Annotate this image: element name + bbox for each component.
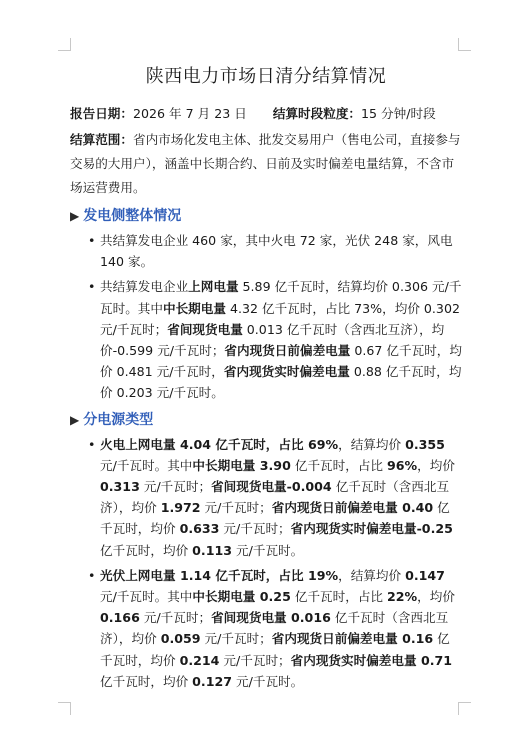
list-item-thermal: • 火电上网电量 4.04 亿千瓦时，占比 69%，结算均价 0.355 元/千瓦时。其中中长期电量 3.90 亿千瓦时，占比 96%，均价 0.313 元/千瓦时；省间现货电量-0.004 亿千瓦时（含西北互济），均价 1.972 元/千瓦时；省内现货日前偏差电量 0.40 亿千瓦时，均价 0.633 元/千瓦时；省内现货实时偏差电量-0.25 亿千瓦时，均价 0.113 元/千瓦时。: [88, 434, 462, 561]
document-title: 陕西电力市场日清分结算情况: [145, 66, 387, 87]
list-item: • 共结算发电企业上网电量 5.89 亿千瓦时，结算均价 0.306 元/千瓦时。其中中长期电量 4.32 亿千瓦时，占比 73%，均价 0.302 元/千瓦时；省间现货电量 0.013 亿千瓦时（含西北互济），均价-0.599 元/千瓦时；省内现货日前偏差电量 0.67 亿千瓦时，均价 0.481 元/千瓦时，省内现货实时偏差电量 0.88 亿千瓦时，均价 0.203 元/千瓦时。: [88, 276, 462, 403]
scope-label: 结算范围：: [70, 132, 133, 147]
list-item-solar: • 光伏上网电量 1.14 亿千瓦时，占比 19%，结算均价 0.147 元/千瓦时。其中中长期电量 0.25 亿千瓦时，占比 22%，均价 0.166 元/千瓦时；省间现货电量 0.016 亿千瓦时（含西北互济），均价 0.059 元/千瓦时；省内现货日前偏差电量 0.16 亿千瓦时，均价 0.214 元/千瓦时；省内现货实时偏差电量 0.71 亿千瓦时，均价 0.127 元/千瓦时。: [88, 565, 462, 692]
overall-list: [70, 230, 462, 404]
page-corner-mark: [58, 702, 71, 715]
triangle-bullet-icon: ▶: [70, 412, 80, 427]
section-heading-overall: ▶ 发电侧整体情况: [70, 208, 182, 224]
granularity-label: 结算时段粒度：: [272, 106, 362, 121]
scope-paragraph: [70, 128, 462, 200]
report-date: 2026 年 7 月 23 日: [132, 106, 247, 121]
granularity-value: 15 分钟/时段: [361, 106, 436, 121]
report-meta-line: [70, 102, 462, 126]
triangle-bullet-icon: ▶: [70, 209, 80, 223]
report-date-label: 报告日期：: [70, 106, 133, 121]
page-corner-mark: [458, 702, 471, 715]
by-source-list: [70, 434, 462, 692]
document-page: [70, 62, 462, 696]
page-corner-mark: [58, 38, 71, 51]
list-item: • 共结算发电企业 460 家，其中火电 72 家，光伏 248 家，风电 140 家。: [88, 230, 462, 272]
page-corner-mark: [458, 38, 471, 51]
section-heading-by-source: ▶ 分电源类型: [70, 411, 154, 428]
scope-text: 省内市场化发电主体、批发交易用户（售电公司，直接参与交易的大用户），涵盖中长期合约、日前及实时偏差电量结算，不含市场运营费用。: [70, 132, 461, 195]
